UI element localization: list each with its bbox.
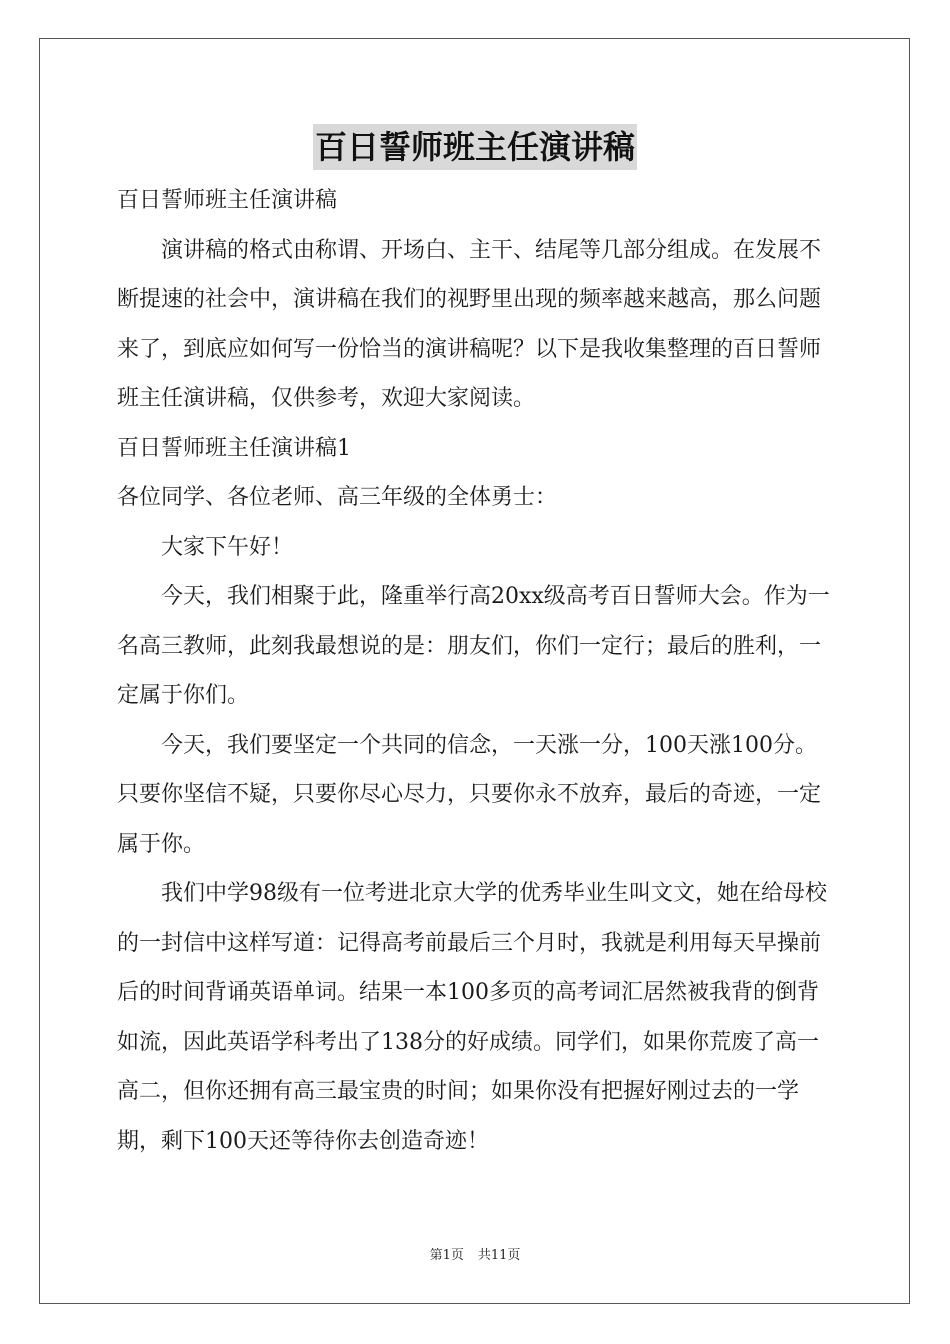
document-title: 百日誓师班主任演讲稿 [313,124,637,170]
paragraph-heading-1: 百日誓师班主任演讲稿1 [117,435,351,461]
paragraph-subtitle: 百日誓师班主任演讲稿 [117,188,338,213]
page-number: 第1页 [429,1248,464,1263]
paragraph-intro: 演讲稿的格式由称谓、开场白、主干、结尾等几部分组成。在发展不断提速的社会中，演讲稿在我们的视野里出现的频率越来越高，那么问题来了，到底应如何写一份恰当的演讲稿呢？以下是我收集整理的百日誓师班主任演讲稿，仅供参考，欢迎大家阅读。 [117,237,822,411]
page-footer [0,1246,950,1266]
paragraph-body-3: 我们中学98级有一位考进北京大学的优秀毕业生叫文文，她在给母校的一封信中这样写道：记得高考前最后三个月时，我就是利用每天早操前后的时间背诵英语单词。结果一本100多页的高考词汇居然被我背的倒背如流，因此英语学科考出了138分的好成绩。同学们，如果你荒废了高一高二，但你还拥有高三最宝贵的时间；如果你没有把握好刚过去的一学期，剩下100天还等待你去创造奇迹！ [117,881,827,1154]
title-wrap [0,124,950,170]
page-total: 共11页 [477,1248,521,1263]
paragraph-body-2: 今天，我们要坚定一个共同的信念，一天涨一分，100天涨100分。只要你坚信不疑，只要你尽心尽力，只要你永不放弃，最后的奇迹，一定属于你。 [117,732,822,857]
paragraph-greeting: 大家下午好！ [161,534,294,560]
document-body [117,176,837,1166]
paragraph-salutation: 各位同学、各位老师、高三年级的全体勇士： [117,485,558,510]
paragraph-body-1: 今天，我们相聚于此，隆重举行高20xx级高考百日誓师大会。作为一名高三教师，此刻我最想说的是：朋友们，你们一定行；最后的胜利，一定属于你们。 [117,584,830,708]
